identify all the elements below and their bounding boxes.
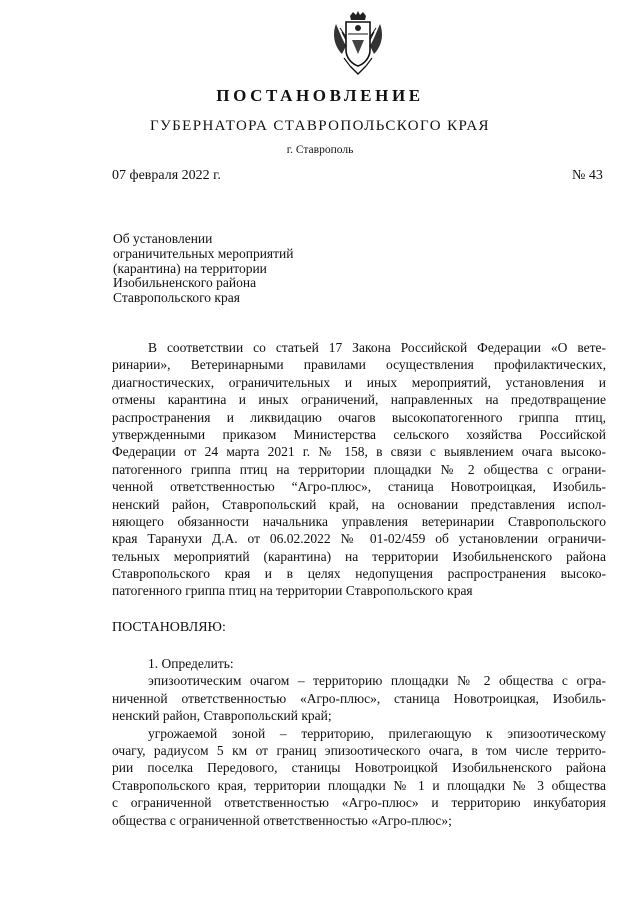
subject-line: Об установлении xyxy=(113,231,213,246)
preamble-line: Федерации от 24 марта 2021 г. № 158, в связи с выявлением очага высоко- xyxy=(112,444,606,460)
preamble-line: Ставропольского края и в целях недопущения распространения высоко- xyxy=(112,566,606,582)
document-title: ПОСТАНОВЛЕНИЕ xyxy=(216,86,424,105)
point-line: рии поселка Передового, станицы Новотроицкой Изобильненского района xyxy=(112,760,606,776)
preamble-line: края Таранухи Д.А. от 06.02.2022 № 01-02/459 об установлении ограничи- xyxy=(112,531,606,547)
preamble-line: тельных мероприятий (карантина) на территории Изобильненского района xyxy=(112,548,606,564)
preamble-line: ринарии», Ветеринарными правилами осуществления профилактических, xyxy=(112,357,606,373)
point-line: эпизоотическим очагом – территорию площадки № 2 общества с огра- xyxy=(148,673,606,689)
point-line: ненский район, Ставропольский край; xyxy=(112,708,332,724)
subject-line: Ставропольского края xyxy=(113,290,240,306)
coat-of-arms-icon xyxy=(330,10,386,76)
subject-line: (карантина) на территории xyxy=(113,260,267,276)
preamble-line: ненский район, Ставропольский край, на основании представления испол- xyxy=(112,496,606,512)
preamble-line: диагностических, ограничительных и иных мероприятий, установления и xyxy=(112,374,606,390)
document-number: № 43 xyxy=(572,168,603,183)
point-line: Ставропольского края, территории площадки № 1 и площадки № 3 общества xyxy=(112,777,606,793)
point-1 xyxy=(112,655,606,829)
preamble-paragraph xyxy=(112,339,606,600)
point-line: общества с ограниченной ответственностью «Агро-плюс»; xyxy=(112,812,452,828)
preamble-line: В соответствии со статьей 17 Закона Российской Федерации «О вете- xyxy=(148,340,606,355)
subject-line: Изобильненского района xyxy=(113,275,257,291)
point-line: ниченной ответственностью «Агро-плюс», станица Новотроицкая, Изобиль- xyxy=(112,690,606,706)
preamble-line: няющего обязанности начальника управления ветеринарии Ставропольского xyxy=(112,513,606,529)
preamble-line: распространения и ликвидацию очагов высокопатогенного гриппа птиц, xyxy=(112,409,606,425)
preamble-line: отмены карантина и иных ограничений, направленных на предотвращение xyxy=(112,392,606,408)
point-line: угрожаемой зоной – территорию, прилегающую к эпизоотическому xyxy=(148,725,606,741)
point-line: с ограниченной ответственностью «Агро-плюс» и территорию инкубатория xyxy=(112,795,606,811)
document-date: 07 февраля 2022 г. xyxy=(112,168,221,183)
point-heading: 1. Определить: xyxy=(148,656,234,671)
preamble-line: патогенного гриппа птиц на территории площадки № 2 общества с ограни- xyxy=(112,461,606,477)
preamble-line: утвержденными приказом Министерства сельского хозяйства Российской xyxy=(112,426,606,442)
resolve-heading: ПОСТАНОВЛЯЮ: xyxy=(112,620,226,635)
preamble-line: патогенного гриппа птиц на территории Ставропольского края xyxy=(112,583,473,599)
preamble-line: ченной ответственностью “Агро-плюс», станица Новотроицкая, Изобиль- xyxy=(112,479,606,495)
issuing-authority: ГУБЕРНАТОРА СТАВРОПОЛЬСКОГО КРАЯ xyxy=(150,118,490,134)
document-subject xyxy=(113,232,333,306)
subject-line: ограничительных мероприятий xyxy=(113,245,294,261)
city: г. Ставрополь xyxy=(286,144,354,156)
point-line: очагу, радиусом 5 км от границ эпизоотического очага, в том числе террито- xyxy=(112,742,606,758)
